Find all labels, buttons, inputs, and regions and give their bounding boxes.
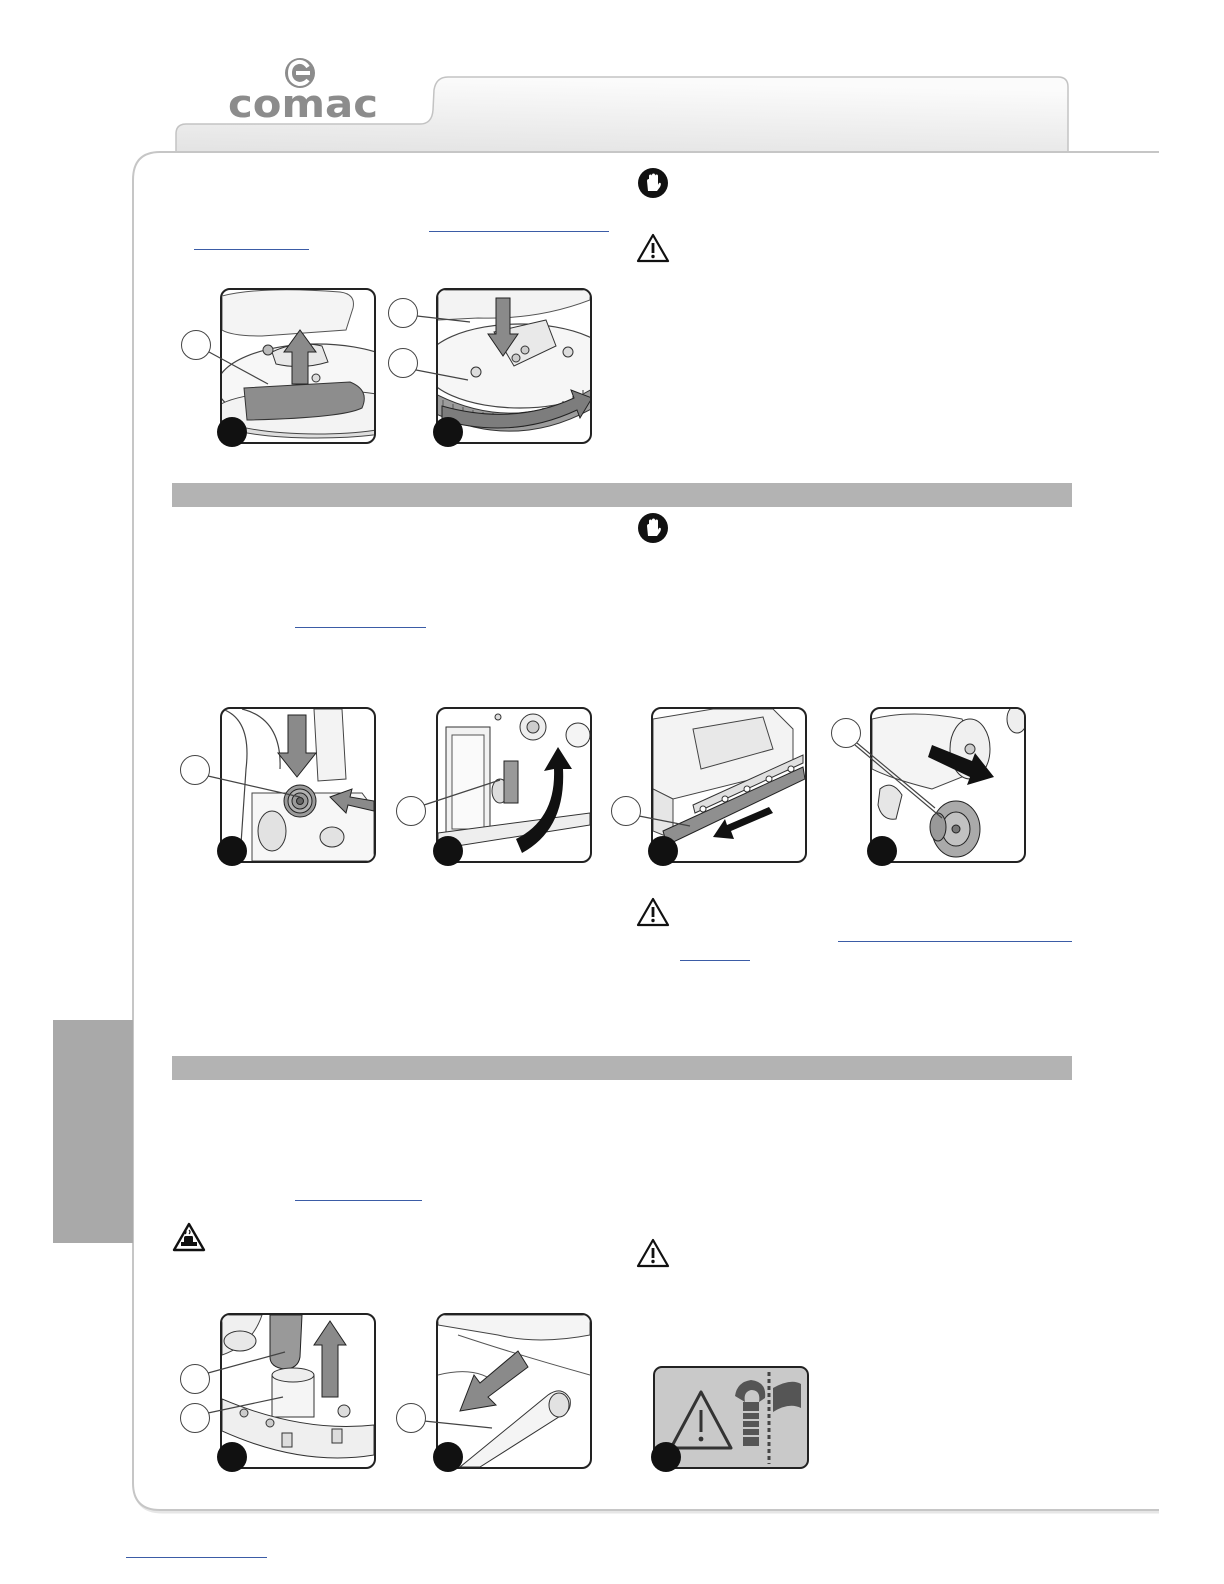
figure-marker [651,1442,681,1472]
figure-marker [217,1442,247,1472]
callout-circle [396,796,426,826]
callout-circle [611,796,641,826]
warning-icon [636,233,670,263]
callout-circle [181,330,211,360]
callout-circle [180,1403,210,1433]
figure-marker [433,1442,463,1472]
warning-icon [636,1238,670,1268]
hot-surface-icon [172,1222,206,1252]
gloves-icon [638,168,668,198]
warning-icon [636,897,670,927]
figure-marker [217,417,247,447]
gloves-icon [638,513,668,543]
callout-circle [180,755,210,785]
figure-marker [867,836,897,866]
figure-marker [217,836,247,866]
figure-marker [433,836,463,866]
figure-marker [433,417,463,447]
logo-wordmark: comac [228,82,378,125]
callout-circle [396,1403,426,1433]
figure-marker [648,836,678,866]
callout-circle [831,718,861,748]
callout-circle [388,298,418,328]
callout-circle [180,1364,210,1394]
callout-circle [388,348,418,378]
